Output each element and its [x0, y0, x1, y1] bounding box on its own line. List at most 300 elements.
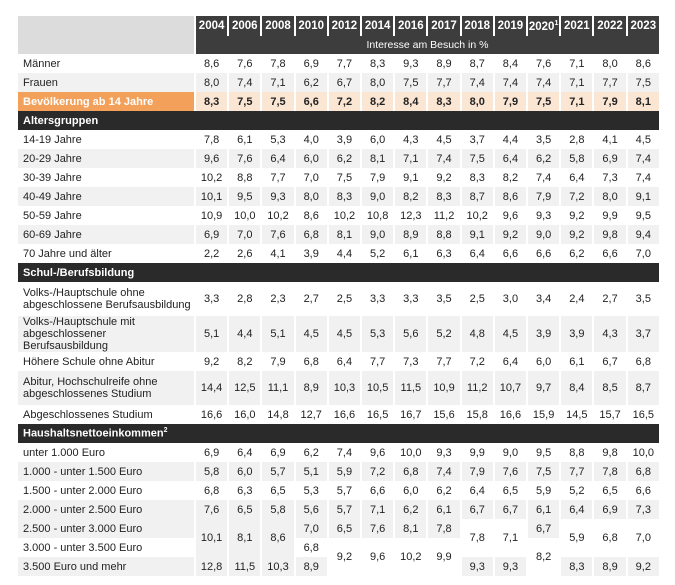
- value-cell: 8,2: [528, 538, 559, 576]
- value-cell: 7,1: [561, 92, 592, 111]
- value-cell: 6,1: [395, 244, 426, 263]
- row-label-line: abgeschlossene Berufsausbildung: [23, 299, 191, 311]
- value-cell: 8,1: [229, 519, 260, 557]
- value-cell: 8,7: [462, 187, 493, 206]
- value-cell: 5,8: [196, 462, 227, 481]
- value-cell: 7,8: [196, 130, 227, 149]
- value-cell: 3,7: [628, 316, 659, 352]
- value-cell: 6,2: [561, 244, 592, 263]
- value-cell: 8,3: [362, 54, 393, 73]
- value-cell: 7,0: [229, 225, 260, 244]
- value-cell: 9,8: [594, 443, 625, 462]
- value-cell: 8,6: [262, 519, 293, 557]
- value-cell: 5,7: [262, 462, 293, 481]
- value-cell: 6,2: [329, 149, 360, 168]
- value-cell: 10,0: [395, 443, 426, 462]
- value-cell: 6,2: [528, 149, 559, 168]
- value-cell: 7,9: [462, 462, 493, 481]
- value-cell: 7,9: [528, 187, 559, 206]
- value-cell: 6,7: [528, 519, 559, 538]
- value-cell: 8,9: [594, 557, 625, 576]
- value-cell: 7,7: [329, 54, 360, 73]
- value-cell: 10,9: [428, 371, 459, 405]
- value-cell: 6,6: [495, 244, 526, 263]
- value-cell: 7,4: [229, 73, 260, 92]
- value-cell: 9,0: [362, 187, 393, 206]
- value-cell: 3,3: [362, 282, 393, 316]
- value-cell: 7,2: [362, 462, 393, 481]
- value-cell: 4,4: [329, 244, 360, 263]
- year-header: 2010: [296, 16, 327, 36]
- value-cell: 9,7: [528, 371, 559, 405]
- value-cell: 6,9: [196, 443, 227, 462]
- value-cell: 2,6: [229, 244, 260, 263]
- footnote-marker: 2: [163, 427, 168, 435]
- value-cell: 5,1: [196, 316, 227, 352]
- value-cell: 7,2: [329, 92, 360, 111]
- highlight-row: [18, 92, 659, 111]
- value-cell: 7,4: [628, 168, 659, 187]
- value-cell: 3,9: [296, 244, 327, 263]
- value-cell: 10,7: [495, 371, 526, 405]
- row-label: 14-19 Jahre: [18, 130, 194, 149]
- value-cell: 5,9: [329, 462, 360, 481]
- value-cell: 6,7: [495, 500, 526, 519]
- value-cell: 8,3: [428, 92, 459, 111]
- value-cell: 4,4: [495, 130, 526, 149]
- value-cell: 8,0: [594, 187, 625, 206]
- table-row: [18, 316, 659, 352]
- year-header: 2019: [495, 16, 526, 36]
- value-cell: 6,2: [395, 500, 426, 519]
- value-cell: 3,9: [561, 316, 592, 352]
- corner-cell: [18, 16, 194, 36]
- row-label: [18, 316, 194, 352]
- value-cell: 10,3: [262, 557, 293, 576]
- value-cell: 7,6: [262, 225, 293, 244]
- table-row: [18, 244, 659, 263]
- value-cell: 8,9: [296, 371, 327, 405]
- value-cell: 7,7: [561, 462, 592, 481]
- value-cell: 5,8: [262, 500, 293, 519]
- value-cell: 6,4: [561, 500, 592, 519]
- value-cell: 5,1: [262, 316, 293, 352]
- value-cell: 16,6: [196, 405, 227, 424]
- value-cell: 7,0: [296, 519, 327, 538]
- value-cell: 11,1: [262, 371, 293, 405]
- value-cell: 6,4: [495, 352, 526, 371]
- value-cell: 9,9: [594, 206, 625, 225]
- value-cell: 7,8: [594, 462, 625, 481]
- value-cell: 9,5: [628, 206, 659, 225]
- corner-cell: [18, 36, 194, 54]
- value-cell: 8,3: [329, 187, 360, 206]
- value-cell: 9,1: [462, 225, 493, 244]
- value-cell: 6,4: [462, 244, 493, 263]
- value-cell: 3,9: [329, 130, 360, 149]
- value-cell: 9,2: [329, 538, 360, 576]
- value-cell: 8,6: [296, 206, 327, 225]
- value-cell: 2,2: [196, 244, 227, 263]
- value-cell: 6,4: [462, 481, 493, 500]
- value-cell: 8,1: [362, 149, 393, 168]
- value-cell: 7,1: [495, 519, 526, 557]
- value-cell: 7,1: [561, 54, 592, 73]
- value-cell: 3,7: [462, 130, 493, 149]
- value-cell: 6,1: [561, 352, 592, 371]
- value-cell: 7,5: [229, 92, 260, 111]
- value-cell: 7,2: [561, 187, 592, 206]
- value-cell: 9,0: [495, 443, 526, 462]
- value-cell: 9,2: [428, 168, 459, 187]
- value-cell: 9,4: [628, 225, 659, 244]
- value-cell: 5,3: [262, 130, 293, 149]
- value-cell: 2,3: [262, 282, 293, 316]
- value-cell: 8,6: [628, 54, 659, 73]
- value-cell: 7,6: [495, 462, 526, 481]
- year-header: 2023: [628, 16, 659, 36]
- value-cell: 8,7: [628, 371, 659, 405]
- row-label: 20-29 Jahre: [18, 149, 194, 168]
- value-cell: 9,2: [196, 352, 227, 371]
- row-label: Höhere Schule ohne Abitur: [18, 352, 194, 371]
- section-title: [18, 263, 659, 282]
- value-cell: 15,8: [462, 405, 493, 424]
- value-cell: 9,2: [561, 206, 592, 225]
- row-label: 1.000 - unter 1.500 Euro: [18, 462, 194, 481]
- value-cell: 3,3: [395, 282, 426, 316]
- value-cell: 8,3: [428, 187, 459, 206]
- subheader: Interesse am Besuch in %: [196, 36, 659, 54]
- value-cell: 6,0: [528, 352, 559, 371]
- value-cell: 8,2: [229, 352, 260, 371]
- value-cell: 8,1: [395, 519, 426, 538]
- value-cell: 7,8: [262, 54, 293, 73]
- row-label: [18, 371, 194, 405]
- subheader-row: [18, 36, 659, 54]
- value-cell: 8,0: [362, 73, 393, 92]
- table-row: [18, 168, 659, 187]
- value-cell: 2,5: [329, 282, 360, 316]
- value-cell: 12,7: [296, 405, 327, 424]
- value-cell: 2,8: [561, 130, 592, 149]
- value-cell: 6,8: [196, 481, 227, 500]
- value-cell: 6,9: [196, 225, 227, 244]
- value-cell: 4,3: [594, 316, 625, 352]
- value-cell: 11,2: [428, 206, 459, 225]
- value-cell: 9,6: [196, 149, 227, 168]
- value-cell: 6,1: [428, 500, 459, 519]
- value-cell: 8,0: [296, 187, 327, 206]
- row-label: Frauen: [18, 73, 194, 92]
- value-cell: 14,8: [262, 405, 293, 424]
- value-cell: 4,5: [628, 130, 659, 149]
- table-row: [18, 500, 659, 519]
- row-label-line: abgeschlossenes Studium: [23, 388, 152, 400]
- value-cell: 7,2: [462, 352, 493, 371]
- year-header: 2018: [462, 16, 493, 36]
- row-label: [18, 282, 194, 316]
- value-cell: 7,9: [594, 92, 625, 111]
- table-row: [18, 130, 659, 149]
- value-cell: 12,8: [196, 557, 227, 576]
- row-label: 3.500 Euro und mehr: [18, 557, 194, 576]
- value-cell: 7,4: [428, 149, 459, 168]
- table-row: [18, 187, 659, 206]
- value-cell: 6,2: [428, 481, 459, 500]
- value-cell: 6,4: [495, 149, 526, 168]
- value-cell: 5,6: [395, 316, 426, 352]
- value-cell: 8,5: [594, 371, 625, 405]
- value-cell: 8,8: [428, 225, 459, 244]
- value-cell: 6,9: [296, 54, 327, 73]
- value-cell: 14,4: [196, 371, 227, 405]
- value-cell: 7,5: [528, 462, 559, 481]
- value-cell: 5,9: [528, 481, 559, 500]
- value-cell: 7,9: [362, 168, 393, 187]
- footnote-marker: 1: [554, 19, 559, 27]
- value-cell: 6,8: [628, 462, 659, 481]
- value-cell: 9,6: [362, 538, 393, 576]
- row-label: 30-39 Jahre: [18, 168, 194, 187]
- row-label: 50-59 Jahre: [18, 206, 194, 225]
- year-header: 2017: [428, 16, 459, 36]
- value-cell: 6,0: [229, 462, 260, 481]
- table-row: [18, 149, 659, 168]
- value-cell: 3,3: [196, 282, 227, 316]
- value-cell: 16,0: [229, 405, 260, 424]
- table-row: [18, 405, 659, 424]
- value-cell: 6,5: [262, 481, 293, 500]
- value-cell: 6,8: [395, 462, 426, 481]
- value-cell: 8,4: [561, 371, 592, 405]
- section-title: [18, 111, 659, 130]
- value-cell: 7,4: [428, 462, 459, 481]
- value-cell: 6,5: [495, 481, 526, 500]
- value-cell: 10,0: [628, 443, 659, 462]
- row-label: Männer: [18, 54, 194, 73]
- value-cell: 6,8: [296, 225, 327, 244]
- value-cell: 6,4: [329, 352, 360, 371]
- value-cell: 7,0: [628, 244, 659, 263]
- value-cell: 9,3: [262, 187, 293, 206]
- value-cell: 10,2: [462, 206, 493, 225]
- year-header: 2004: [196, 16, 227, 36]
- value-cell: 6,0: [362, 130, 393, 149]
- value-cell: 8,3: [196, 92, 227, 111]
- value-cell: 7,4: [528, 73, 559, 92]
- value-cell: 16,7: [395, 405, 426, 424]
- value-cell: 9,2: [561, 225, 592, 244]
- row-label-line: Abitur, Hochschulreife ohne: [23, 376, 158, 388]
- value-cell: 8,0: [196, 73, 227, 92]
- row-label: 2.000 - unter 2.500 Euro: [18, 500, 194, 519]
- value-cell: 2,7: [296, 282, 327, 316]
- value-cell: 9,3: [495, 557, 526, 576]
- value-cell: 8,8: [561, 443, 592, 462]
- value-cell: 10,8: [362, 206, 393, 225]
- value-cell: 8,2: [395, 187, 426, 206]
- value-cell: 8,9: [428, 54, 459, 73]
- value-cell: 3,4: [528, 282, 559, 316]
- value-cell: 8,3: [462, 168, 493, 187]
- value-cell: 6,9: [594, 500, 625, 519]
- value-cell: 9,3: [428, 443, 459, 462]
- value-cell: 8,8: [229, 168, 260, 187]
- table-row: [18, 462, 659, 481]
- value-cell: 11,2: [462, 371, 493, 405]
- value-cell: 16,5: [628, 405, 659, 424]
- value-cell: 10,1: [196, 187, 227, 206]
- section-header-row: [18, 263, 659, 282]
- value-cell: 7,7: [594, 73, 625, 92]
- row-label: 40-49 Jahre: [18, 187, 194, 206]
- row-label: 2.500 - unter 3.000 Euro: [18, 519, 194, 538]
- value-cell: 8,9: [296, 557, 327, 576]
- row-label: 1.500 - unter 2.000 Euro: [18, 481, 194, 500]
- section-title-text: Schul-/Berufsbildung: [23, 266, 135, 279]
- value-cell: 7,4: [528, 168, 559, 187]
- table-row: [18, 225, 659, 244]
- value-cell: 8,2: [495, 168, 526, 187]
- value-cell: 8,2: [362, 92, 393, 111]
- value-cell: 7,9: [495, 92, 526, 111]
- year-header: 2006: [229, 16, 260, 36]
- value-cell: 5,3: [362, 316, 393, 352]
- value-cell: 4,8: [462, 316, 493, 352]
- data-table: [16, 16, 661, 576]
- value-cell: 7,3: [395, 352, 426, 371]
- value-cell: 7,4: [628, 149, 659, 168]
- row-label: 70 Jahre und älter: [18, 244, 194, 263]
- value-cell: 6,5: [329, 519, 360, 538]
- year-header: 2022: [594, 16, 625, 36]
- value-cell: 7,8: [428, 519, 459, 538]
- value-cell: 8,7: [462, 54, 493, 73]
- value-cell: 9,8: [594, 225, 625, 244]
- value-cell: 9,2: [628, 557, 659, 576]
- table-row: [18, 519, 659, 538]
- value-cell: 6,0: [296, 149, 327, 168]
- value-cell: 6,8: [594, 519, 625, 557]
- value-cell: 8,4: [495, 54, 526, 73]
- table-row: [18, 54, 659, 73]
- value-cell: 6,6: [296, 92, 327, 111]
- row-label: unter 1.000 Euro: [18, 443, 194, 462]
- value-cell: 7,4: [329, 443, 360, 462]
- value-cell: 16,5: [362, 405, 393, 424]
- value-cell: 6,6: [628, 481, 659, 500]
- value-cell: 3,0: [495, 282, 526, 316]
- value-cell: 7,1: [561, 73, 592, 92]
- value-cell: 4,4: [229, 316, 260, 352]
- value-cell: 6,0: [395, 481, 426, 500]
- row-label-line: Volks-/Hauptschule ohne: [23, 287, 145, 299]
- value-cell: 8,3: [561, 557, 592, 576]
- value-cell: 15,9: [528, 405, 559, 424]
- value-cell: 6,5: [229, 500, 260, 519]
- value-cell: 10,1: [196, 519, 227, 557]
- value-cell: 14,5: [561, 405, 592, 424]
- value-cell: 2,8: [229, 282, 260, 316]
- value-cell: 5,7: [329, 500, 360, 519]
- value-cell: 4,5: [296, 316, 327, 352]
- year-header: 2021: [561, 16, 592, 36]
- value-cell: 7,4: [462, 73, 493, 92]
- table-row: [18, 481, 659, 500]
- value-cell: 6,4: [561, 168, 592, 187]
- value-cell: 10,5: [362, 371, 393, 405]
- value-cell: 7,7: [362, 352, 393, 371]
- value-cell: 7,7: [428, 73, 459, 92]
- value-cell: 6,9: [594, 149, 625, 168]
- value-cell: 9,1: [395, 168, 426, 187]
- value-cell: 11,5: [395, 371, 426, 405]
- value-cell: 3,5: [528, 130, 559, 149]
- value-cell: 16,6: [329, 405, 360, 424]
- value-cell: 8,4: [395, 92, 426, 111]
- row-label-line: Volks-/Hauptschule mit: [23, 316, 135, 328]
- value-cell: 6,5: [594, 481, 625, 500]
- value-cell: 10,2: [329, 206, 360, 225]
- row-label: 60-69 Jahre: [18, 225, 194, 244]
- value-cell: 6,2: [296, 443, 327, 462]
- value-cell: 6,3: [428, 244, 459, 263]
- value-cell: 7,1: [262, 73, 293, 92]
- value-cell: 8,0: [594, 54, 625, 73]
- value-cell: 16,6: [495, 405, 526, 424]
- value-cell: 2,7: [594, 282, 625, 316]
- table-row: [18, 73, 659, 92]
- value-cell: 7,0: [296, 168, 327, 187]
- value-cell: 10,2: [262, 206, 293, 225]
- value-cell: 6,4: [229, 443, 260, 462]
- value-cell: 7,6: [362, 519, 393, 538]
- value-cell: 6,8: [296, 538, 327, 557]
- value-cell: 9,5: [528, 443, 559, 462]
- value-cell: 3,9: [528, 316, 559, 352]
- value-cell: 8,1: [628, 92, 659, 111]
- value-cell: 5,3: [296, 481, 327, 500]
- value-cell: 7,5: [628, 73, 659, 92]
- value-cell: 8,6: [495, 187, 526, 206]
- value-cell: 7,6: [229, 149, 260, 168]
- value-cell: 5,1: [296, 462, 327, 481]
- value-cell: 2,4: [561, 282, 592, 316]
- row-label: Abgeschlossenes Studium: [18, 405, 194, 424]
- table-row: [18, 352, 659, 371]
- table-row: [18, 206, 659, 225]
- row-label: 3.000 - unter 3.500 Euro: [18, 538, 194, 557]
- value-cell: 4,1: [594, 130, 625, 149]
- value-cell: 8,1: [329, 225, 360, 244]
- value-cell: 10,2: [196, 168, 227, 187]
- section-title-text: Altersgruppen: [23, 114, 99, 127]
- table-row: [18, 371, 659, 405]
- value-cell: 7,5: [528, 92, 559, 111]
- value-cell: 6,1: [528, 500, 559, 519]
- value-cell: 7,8: [462, 519, 493, 557]
- value-cell: 7,1: [362, 500, 393, 519]
- value-cell: 4,5: [329, 316, 360, 352]
- value-cell: 5,6: [296, 500, 327, 519]
- value-cell: 9,3: [528, 206, 559, 225]
- value-cell: 5,2: [428, 316, 459, 352]
- value-cell: 7,6: [528, 54, 559, 73]
- year-header-row: [18, 16, 659, 36]
- value-cell: 5,2: [362, 244, 393, 263]
- table-row: [18, 282, 659, 316]
